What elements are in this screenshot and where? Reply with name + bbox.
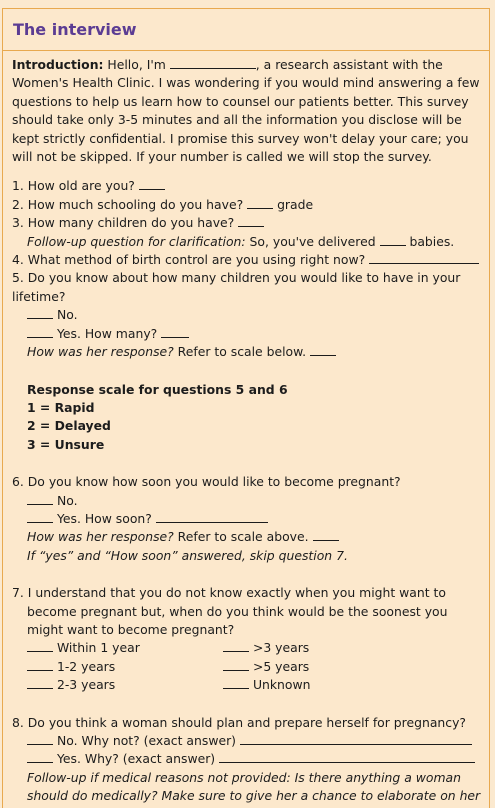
question-6: 6. Do you know how soon you would like to become pregnant? — [12, 474, 401, 490]
followup-label: Follow-up question for clarification: — [27, 233, 246, 249]
children-blank[interactable] — [238, 214, 264, 227]
section-title: The interview — [13, 20, 137, 39]
question-7: 7. I understand that you do not know exactly when you might want to become pregnant but, when do you think would be the soonest you might want to become pregnant? — [12, 585, 448, 637]
spacer — [12, 454, 482, 473]
q5-yes-label: Yes. How many? — [56, 325, 158, 341]
q8-no-label: No. Why not? (exact answer) — [56, 733, 237, 748]
question-3 — [12, 214, 482, 232]
question-5: 5. Do you know about how many children you would like to have in your lifetime? — [12, 270, 461, 304]
q7-right-column — [223, 639, 419, 694]
question-7-options — [12, 639, 482, 694]
followup-text-a: So, you've delivered — [245, 233, 380, 249]
how-soon-blank[interactable] — [156, 510, 268, 523]
question-8-yes — [12, 750, 482, 768]
q7-blank[interactable] — [223, 658, 249, 671]
question-1-text: 1. How old are you? — [12, 178, 135, 194]
title-divider — [3, 50, 489, 51]
q8-no-blank[interactable] — [27, 732, 53, 745]
q7-left-column — [27, 639, 223, 694]
q5-no-blank[interactable] — [27, 306, 53, 319]
question-6-no — [12, 492, 482, 510]
q7-option-label: 2-3 years — [56, 677, 116, 693]
introduction-paragraph — [12, 56, 482, 166]
q8-yes-blank[interactable] — [27, 750, 53, 763]
name-blank[interactable] — [170, 56, 256, 69]
why-not-answer-blank[interactable] — [240, 732, 472, 745]
scale-item-rapid: 1 = Rapid — [27, 399, 95, 415]
schooling-blank[interactable] — [247, 196, 273, 209]
q5-response-blank[interactable] — [310, 343, 336, 356]
q6-response-text: Refer to scale above. — [173, 529, 309, 545]
question-6-response — [12, 528, 482, 546]
q5-no-label: No. — [56, 307, 78, 323]
question-8: 8. Do you think a woman should plan and prepare herself for pregnancy? — [12, 714, 466, 730]
q7-option-2-3-years[interactable] — [27, 676, 223, 694]
q5-yes-blank[interactable] — [27, 325, 53, 338]
question-5-no — [12, 306, 482, 324]
question-2 — [12, 196, 482, 214]
q7-option-unknown[interactable] — [223, 676, 419, 694]
q7-option-label: >5 years — [252, 658, 310, 674]
q7-blank[interactable] — [223, 639, 249, 652]
spacer — [12, 362, 482, 381]
question-3-text: 3. How many children do you have? — [12, 215, 235, 231]
question-6-yes — [12, 510, 482, 528]
q6-response-blank[interactable] — [313, 528, 339, 541]
why-answer-blank[interactable] — [219, 750, 475, 763]
q7-option-3-years[interactable] — [223, 639, 419, 657]
scale-item-unsure: 3 = Unsure — [27, 436, 105, 452]
q7-option-1-2-years[interactable] — [27, 658, 223, 676]
q7-option-5-years[interactable] — [223, 658, 419, 676]
q7-option-within-1-year[interactable] — [27, 639, 223, 657]
q7-blank[interactable] — [27, 658, 53, 671]
question-4 — [12, 251, 482, 269]
interview-content — [12, 56, 482, 806]
how-many-blank[interactable] — [161, 325, 189, 338]
question-1 — [12, 177, 482, 195]
question-5-yes — [12, 325, 482, 343]
question-4-text: 4. What method of birth control are you using right now? — [12, 252, 366, 268]
followup-text-b: babies. — [405, 233, 455, 249]
q6-no-label: No. — [56, 492, 78, 508]
q8-yes-label: Yes. Why? (exact answer) — [56, 751, 216, 767]
intro-label: Introduction: — [12, 57, 104, 72]
question-2-text: 2. How much schooling do you have? — [12, 196, 244, 212]
birth-control-blank[interactable] — [369, 251, 479, 264]
age-blank[interactable] — [139, 177, 165, 190]
intro-text-a: Hello, I'm — [103, 57, 170, 72]
spacer — [12, 565, 482, 584]
q7-option-label: >3 years — [252, 640, 310, 656]
q7-blank[interactable] — [223, 676, 249, 689]
question-8-followup: Follow-up if medical reasons not provided: Is there anything a woman should do medically? Make sure to give her a chance to elaborate on her — [27, 769, 481, 804]
spacer — [12, 695, 482, 714]
q6-no-blank[interactable] — [27, 492, 53, 505]
q7-blank[interactable] — [27, 639, 53, 652]
q6-yes-blank[interactable] — [27, 510, 53, 523]
q7-blank[interactable] — [27, 676, 53, 689]
q7-option-label: 1-2 years — [56, 658, 116, 674]
question-6-skip-note: If “yes” and “How soon” answered, skip question 7. — [27, 547, 348, 563]
scale-item-delayed: 2 = Delayed — [27, 418, 111, 434]
q5-response-text: Refer to scale below. — [173, 344, 307, 360]
grade-label: grade — [277, 196, 314, 212]
question-3-followup — [12, 233, 482, 251]
q7-option-label: Within 1 year — [56, 640, 140, 656]
question-8-no — [12, 732, 482, 750]
question-5-response — [12, 343, 482, 361]
interview-panel — [2, 8, 490, 808]
q6-response-label: How was her response? — [27, 529, 174, 545]
q7-option-label: Unknown — [252, 677, 311, 693]
q5-response-label: How was her response? — [27, 344, 174, 360]
delivered-blank[interactable] — [380, 233, 406, 246]
scale-title: Response scale for questions 5 and 6 — [27, 381, 288, 397]
intro-text-b: , a research assistant with the Women's Health Clinic. I was wondering if you would mind answering a few questions to help us learn how to counsel our patients better. This survey should take only 3-5 minutes and all the information you disclose will be kept strictly confidential. I promise this survey won't delay your care; you will not be skipped. If your number is called we will stop the survey. — [12, 57, 480, 165]
q6-yes-label: Yes. How soon? — [56, 510, 152, 526]
